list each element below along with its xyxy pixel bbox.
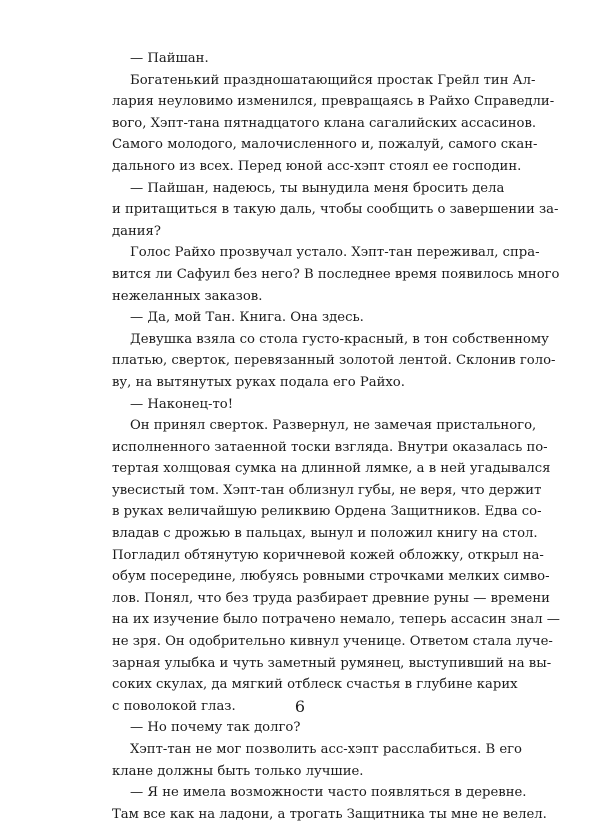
text-line: и притащиться в такую даль, чтобы сообщить о завершении за- [112, 202, 559, 218]
text-line: Богатенький праздношатающийся простак Грейл тин Ал- [130, 72, 536, 88]
text-line: клане должны быть только лучшие. [112, 763, 364, 779]
text-line: — Пайшан, надеюсь, ты вынудила меня бросить дела [130, 180, 505, 196]
page-number: 6 [294, 697, 306, 716]
text-line: Девушка взяла со стола густо-красный, в тон собственному [130, 331, 549, 347]
text-line: владав с дрожью в пальцах, вынул и положил книгу на стол. [112, 526, 538, 542]
text-line: Он принял сверток. Развернул, не замечая пристального, [130, 418, 537, 434]
text-line: тертая холщовая сумка на длинной лямке, а в ней угадывался [112, 461, 551, 477]
text-line: Там все как на ладони, а трогать Защитника ты мне не велел. [112, 806, 547, 822]
text-line: — Я не имела возможности часто появляться в деревне. [130, 785, 527, 801]
text-line: — Но почему так долго? [130, 720, 301, 736]
text-line: Погладил обтянутую коричневой кожей обложку, открыл на- [112, 547, 544, 563]
text-line: дания? [112, 223, 161, 239]
text-line: платью, сверток, перевязанный золотой лентой. Склонив голо- [112, 353, 556, 369]
text-line: увесистый том. Хэпт-тан облизнул губы, не веря, что держит [112, 482, 542, 498]
text-line: Самого молодого, малочисленного и, пожалуй, самого скан- [112, 137, 538, 153]
text-line: вого, Хэпт-тана пятнадцатого клана сагалийских ассасинов. [112, 115, 537, 131]
text-line: обум посередине, любуясь ровными строчками мелких симво- [112, 569, 550, 585]
text-line: — Наконец-то! [130, 396, 233, 412]
text-line: лов. Понял, что без труда разбирает древние руны — времени [112, 590, 550, 606]
text-line: дального из всех. Перед юной асс-хэпт стоял ее господин. [112, 158, 522, 174]
text-line: с поволокой глаз. [112, 698, 236, 714]
text-line: ву, на вытянутых руках подала его Райхо. [112, 374, 405, 390]
text-line: на их изучение было потрачено немало, теперь ассасин знал — [112, 612, 560, 628]
text-line: лария неуловимо изменился, превращаясь в Райхо Справедли- [112, 94, 555, 110]
text-line: соких скулах, да мягкий отблеск счастья в глубине карих [112, 677, 518, 693]
text-line: нежеланных заказов. [112, 288, 263, 304]
text-line: Голос Райхо прозвучал устало. Хэпт-тан переживал, спра- [130, 245, 540, 261]
text-line: — Пайшан. [130, 51, 209, 66]
text-line: не зря. Он одобрительно кивнул ученице. Ответом стала луче- [112, 634, 553, 650]
text-line: вится ли Сафуил без него? В последнее время появилось много [112, 266, 560, 282]
text-line: в руках величайшую реликвию Ордена Защитников. Едва со- [112, 504, 542, 520]
text-line: — Да, мой Тан. Книга. Она здесь. [130, 310, 364, 326]
text-line: зарная улыбка и чуть заметный румянец, выступивший на вы- [112, 655, 552, 671]
text-line: исполненного затаенной тоски взгляда. Внутри оказалась по- [112, 439, 548, 455]
text-line: Хэпт-тан не мог позволить асс-хэпт расслабиться. В его [130, 742, 522, 757]
